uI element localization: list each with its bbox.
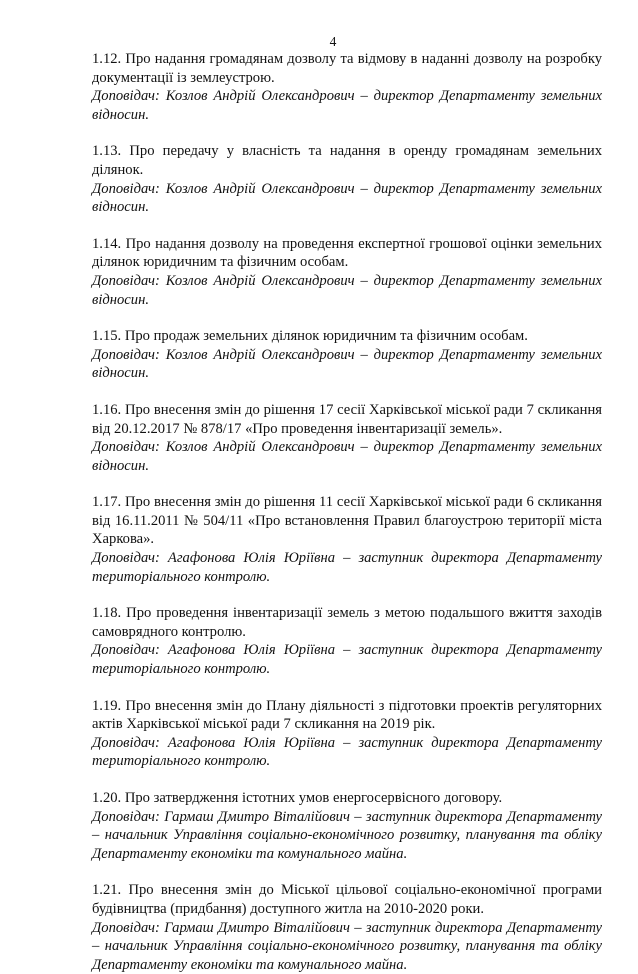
agenda-item-speaker: Доповідач: Козлов Андрій Олександрович – директор Департаменту земельних відносин. xyxy=(92,272,602,308)
agenda-item-1-13 xyxy=(92,142,602,216)
agenda-item-title: 1.16. Про внесення змін до рішення 17 сесії Харківської міської ради 7 скликання від 20.12.2017 № 878/17 «Про проведення інвентаризації земель». xyxy=(92,401,602,437)
agenda-item-1-21 xyxy=(92,881,602,974)
agenda-item-title: 1.13. Про передачу у власність та надання в оренду громадянам земельних ділянок. xyxy=(92,143,602,178)
agenda-item-title: 1.20. Про затвердження істотних умов енергосервісного договору. xyxy=(92,790,503,806)
agenda-item-1-14 xyxy=(92,235,602,309)
page-number: 4 xyxy=(329,34,337,49)
agenda-item-speaker: Доповідач: Козлов Андрій Олександрович – директор Департаменту земельних відносин. xyxy=(92,88,602,123)
agenda-item-1-15 xyxy=(92,327,602,383)
agenda-item-title: 1.19. Про внесення змін до Плану діяльності з підготовки проектів регуляторних актів Харківської міської ради 7 скликання на 2019 рік. xyxy=(92,697,602,733)
agenda-item-1-16 xyxy=(92,401,602,475)
agenda-item-1-18 xyxy=(92,604,602,678)
agenda-item-speaker: Доповідач: Агафонова Юлія Юріївна – заступник директора Департаменту територіального контролю. xyxy=(92,734,602,770)
agenda-item-title: 1.18. Про проведення інвентаризації земель з метою подальшого вжиття заходів самоврядного контролю. xyxy=(92,605,602,640)
agenda-item-1-19 xyxy=(92,697,602,771)
agenda-item-title: 1.15. Про продаж земельних ділянок юридичним та фізичним особам. xyxy=(92,328,528,345)
agenda-item-1-20 xyxy=(92,789,602,863)
agenda-item-speaker: Доповідач: Гармаш Дмитро Віталійович – заступник директора Департаменту – начальник Управління соціально-економічного розвитку, планування та обліку Департаменту економіки та комунального майна. xyxy=(92,808,602,862)
agenda-item-speaker: Доповідач: Агафонова Юлія Юріївна – заступник директора Департаменту територіального контролю. xyxy=(92,550,602,585)
agenda-item-title: 1.14. Про надання дозволу на проведення експертної грошової оцінки земельних ділянок юридичним та фізичним особам. xyxy=(92,235,602,271)
agenda-item-title: 1.21. Про внесення змін до Міської цільової соціально-економічної програми будівництва (придбання) доступного житла на 2010-2020 роки. xyxy=(92,882,602,917)
agenda-item-speaker: Доповідач: Агафонова Юлія Юріївна – заступник директора Департаменту територіального контролю. xyxy=(92,642,602,678)
agenda-item-title: 1.17. Про внесення змін до рішення 11 сесії Харківської міської ради 6 скликання від 16.11.2011 № 504/11 «Про встановлення Правил благоустрою території міста Харкова». xyxy=(92,494,602,548)
agenda-item-1-17 xyxy=(92,493,602,586)
agenda-item-speaker: Доповідач: Козлов Андрій Олександрович – директор Департаменту земельних відносин. xyxy=(92,346,602,382)
agenda-item-speaker: Доповідач: Козлов Андрій Олександрович – директор Департаменту земельних відносин. xyxy=(92,180,602,216)
agenda-item-speaker: Доповідач: Козлов Андрій Олександрович – директор Департаменту земельних відносин. xyxy=(92,439,602,474)
agenda-list xyxy=(92,50,602,974)
agenda-item-title: 1.12. Про надання громадянам дозволу та відмову в наданні дозволу на розробку документації із землеустрою. xyxy=(92,51,602,86)
agenda-item-1-12 xyxy=(92,50,602,124)
agenda-item-speaker: Доповідач: Гармаш Дмитро Віталійович – заступник директора Департаменту – начальник Управління соціально-економічного розвитку, планування та обліку Департаменту економіки та комунального майна. xyxy=(92,919,602,973)
